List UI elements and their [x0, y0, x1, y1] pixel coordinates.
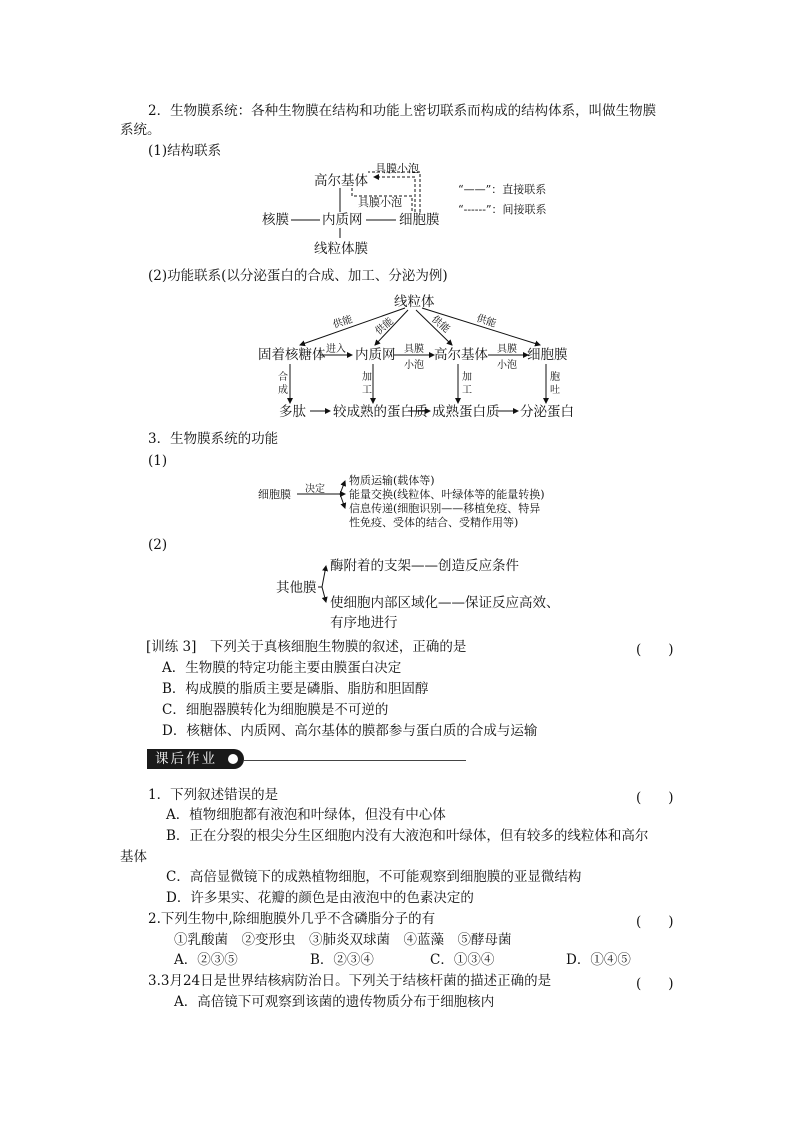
hw-q1-b2: 基体 [120, 849, 147, 865]
section2-sub2: (2)功能联系(以分泌蛋白的合成、加工、分泌为例) [148, 268, 448, 284]
func-vesicle1-a: 具膜 [404, 344, 424, 355]
struct-legend-dashed: “------”：间接联系 [458, 203, 547, 216]
practice-option-d: D．核糖体、内质网、高尔基体的膜都参与蛋白质的合成与运输 [162, 723, 538, 739]
func-er: 内质网 [355, 347, 396, 363]
func-energy-4: 供能 [474, 313, 498, 330]
section3-o1: 酶附着的支架——创造反应条件 [330, 558, 519, 574]
hw-q1-paren: ( ) [636, 790, 674, 806]
practice-stem: [训练 3] 下列关于真核细胞生物膜的叙述，正确的是 [146, 639, 467, 655]
struct-mito: 线粒体膜 [314, 241, 368, 257]
section3-f3: 信息传递(细胞识别——移植免疫、特异 [349, 502, 541, 515]
hw-q1-b: B．正在分裂的根尖分生区细胞内没有大液泡和叶绿体，但有较多的线粒体和高尔 [166, 828, 649, 844]
hw-q3-paren: ( ) [636, 976, 674, 992]
func-proc1-a: 加 [362, 372, 372, 383]
section2-sub1: (1)结构联系 [148, 143, 222, 159]
hw-q2: 2.下列生物中,除细胞膜外几乎不含磷脂分子的有 [148, 911, 436, 927]
hw-q1: 1．下列叙述错误的是 [148, 787, 279, 803]
struct-golgi: 高尔基体 [314, 173, 368, 189]
func-vesicle2-b: 小泡 [497, 360, 517, 371]
func-golgi: 高尔基体 [434, 347, 488, 363]
bullet-icon [228, 754, 238, 764]
practice-answer-paren: ( ) [636, 642, 674, 658]
hw-q3: 3.3月24日是世界结核病防治日。下列关于结核杆菌的描述正确的是 [148, 973, 552, 989]
practice-option-b: B．构成膜的脂质主要是磷脂、脂肪和胆固醇 [162, 681, 429, 697]
func-proc2-b: 工 [462, 385, 472, 396]
hw-q1-a: A．植物细胞都有液泡和叶绿体，但没有中心体 [166, 807, 446, 823]
func-energy-1: 供能 [331, 314, 355, 331]
section3-f1: 物质运输(载体等) [349, 474, 435, 487]
func-exo-b: 吐 [550, 385, 560, 396]
section3-title: 3．生物膜系统的功能 [148, 431, 279, 447]
struct-cell-membrane: 细胞膜 [399, 212, 440, 228]
hw-q2-options: ①乳酸菌 ②变形虫 ③肺炎双球菌 ④蓝藻 ⑤酵母菌 [174, 932, 512, 948]
homework-banner-label: 课后作业 [155, 751, 217, 767]
struct-nucleus: 核膜 [262, 212, 289, 228]
func-vesicle2-a: 具膜 [497, 344, 517, 355]
section3-f3b: 性免疫、受体的结合、受精作用等) [349, 516, 519, 529]
func-secreted: 分泌蛋白 [520, 404, 574, 420]
hw-q1-c: C．高倍显微镜下的成熟植物细胞，不可能观察到细胞膜的亚显微结构 [166, 869, 582, 885]
struct-vesicle-mid: 具膜小泡 [358, 196, 402, 209]
struct-legend-solid: “——”：直接联系 [458, 183, 547, 196]
section2-line2: 系统。 [120, 122, 161, 138]
homework-divider [244, 760, 466, 761]
func-proc2-a: 加 [462, 372, 472, 383]
hw-q2-a: A．②③⑤ [174, 952, 238, 968]
section3-cell-membrane: 细胞膜 [258, 488, 291, 501]
func-mature1: 较成熟的蛋白质 [333, 404, 428, 420]
hw-q2-b: B．②③④ [310, 952, 374, 968]
func-peptide: 多肽 [279, 404, 306, 420]
section3-o2: 使细胞内部区域化——保证反应高效、 [330, 595, 560, 611]
func-energy-3: 供能 [429, 313, 452, 336]
section3-decides: 决定 [305, 484, 325, 495]
func-exo-a: 胞 [550, 372, 560, 383]
func-synth-b: 成 [278, 385, 288, 396]
section2-line1: 2．生物膜系统：各种生物膜在结构和功能上密切联系而构成的结构体系，叫做生物膜 [148, 103, 657, 119]
func-enter: 进入 [326, 344, 346, 355]
func-energy-2: 供能 [373, 315, 396, 338]
func-proc1-b: 工 [362, 385, 372, 396]
hw-q1-d: D．许多果实、花瓣的颜色是由液泡中的色素决定的 [166, 890, 474, 906]
homework-banner [147, 749, 244, 769]
hw-q2-d: D．①④⑤ [566, 952, 631, 968]
func-synth-a: 合 [278, 372, 288, 383]
func-ribosome: 固着核糖体 [258, 347, 326, 363]
section3-p1: (1) [148, 453, 168, 469]
section3-f2: 能量交换(线粒体、叶绿体等的能量转换) [349, 488, 545, 501]
hw-q3-a: A．高倍镜下可观察到该菌的遗传物质分布于细胞核内 [174, 994, 495, 1010]
section3-p2: (2) [148, 537, 168, 553]
struct-vesicle-top: 具膜小泡 [375, 162, 419, 175]
section3-other: 其他膜 [276, 580, 317, 596]
func-mature2: 成熟蛋白质 [432, 404, 500, 420]
struct-er: 内质网 [322, 212, 363, 228]
practice-option-a: A．生物膜的特定功能主要由膜蛋白决定 [162, 660, 402, 676]
section3-o2b: 有序地进行 [330, 615, 398, 631]
hw-q2-c: C．①③④ [430, 952, 495, 968]
hw-q2-paren: ( ) [636, 914, 674, 930]
func-mito: 线粒体 [394, 294, 435, 310]
practice-option-c: C．细胞器膜转化为细胞膜是不可逆的 [162, 702, 389, 718]
func-cell-membrane: 细胞膜 [527, 347, 568, 363]
func-vesicle1-b: 小泡 [404, 360, 424, 371]
